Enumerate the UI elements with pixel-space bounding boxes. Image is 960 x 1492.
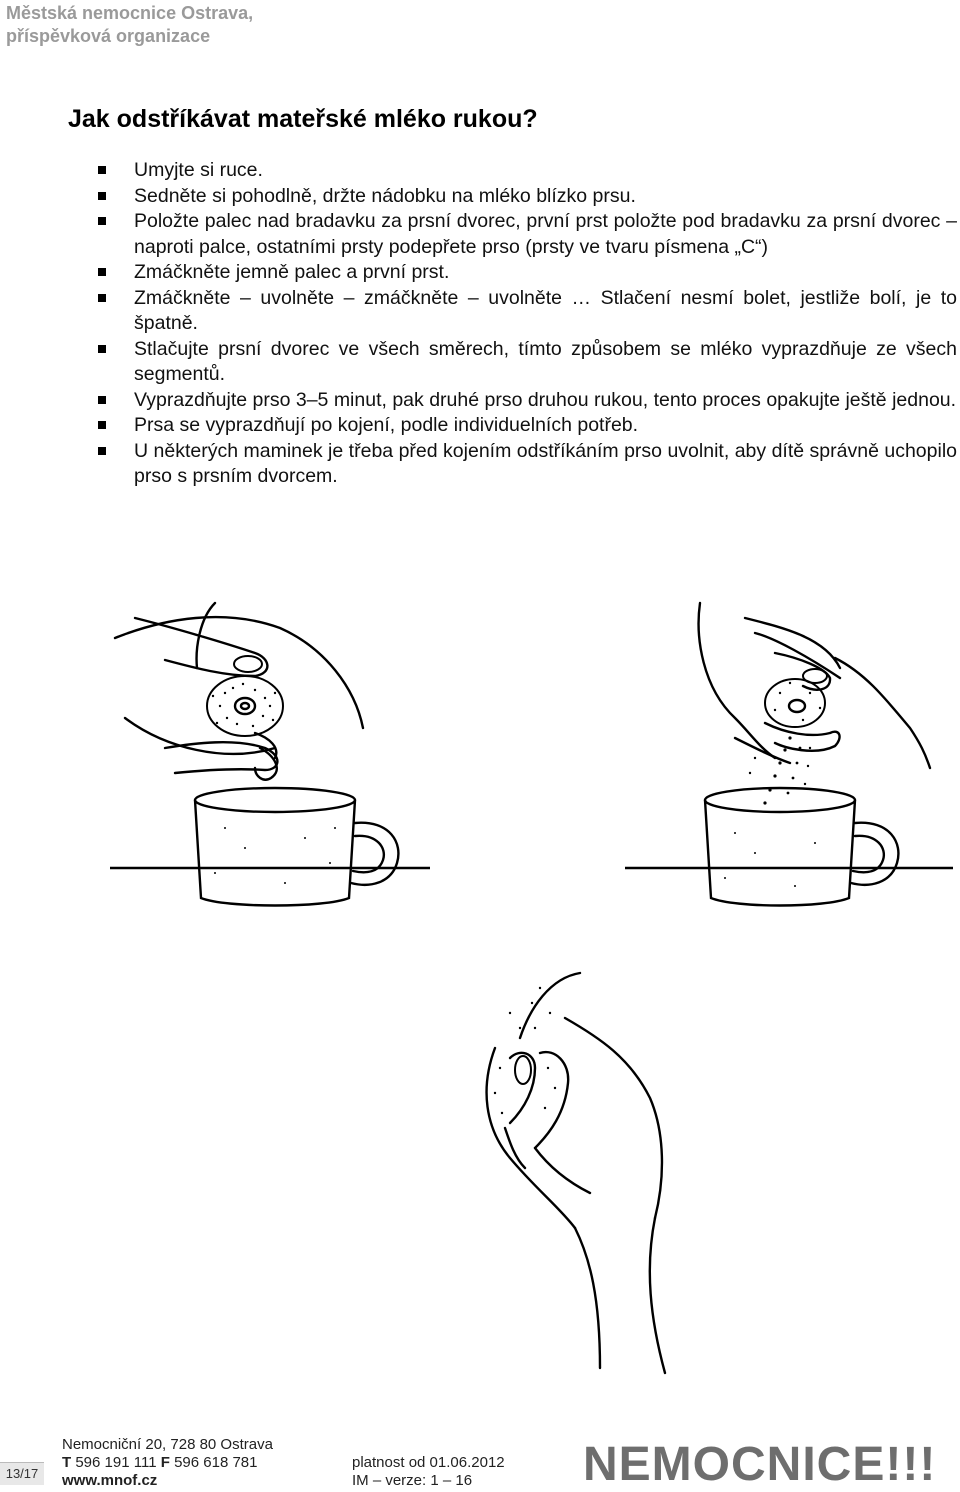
bullet-icon (98, 396, 106, 404)
document-version: IM – verze: 1 – 16 (352, 1472, 473, 1489)
list-item: Umyjte si ruce. (95, 158, 957, 184)
expressing-illustration-left (105, 598, 435, 908)
footer-website[interactable]: www.mnof.cz (62, 1472, 158, 1489)
bullet-icon (98, 294, 106, 302)
list-item: Zmáčkněte jemně palec a první prst. (95, 260, 957, 286)
footer-address: Nemocniční 20, 728 80 Ostrava (62, 1436, 273, 1453)
list-item: U některých maminek je třeba před kojením odstříkáním prso uvolnit, aby dítě správně uchopilo prso s prsním dvorcem. (95, 439, 957, 490)
bullet-icon (98, 192, 106, 200)
c-hold-illustration (440, 968, 680, 1378)
list-item: Prsa se vyprazdňují po kojení, podle individuelních potřeb. (95, 413, 957, 439)
hospital-name: Městská nemocnice Ostrava, (6, 3, 254, 23)
page-number: 13/17 (0, 1462, 44, 1485)
list-item: Sedněte si pohodlně, držte nádobku na mléko blízko prsu. (95, 184, 957, 210)
bullet-icon (98, 345, 106, 353)
list-item: Stlačujte prsní dvorec ve všech směrech, tímto způsobem se mléko vyprazdňuje ze všech segmentů. (95, 337, 957, 388)
hospital-type: příspěvková organizace (6, 26, 211, 46)
page-title: Jak odstříkávat mateřské mléko rukou? (68, 105, 538, 133)
bullet-icon (98, 421, 106, 429)
bullet-icon (98, 217, 106, 225)
expressing-illustration-right (625, 598, 955, 908)
bullet-icon (98, 447, 106, 455)
footer-validity (352, 1454, 505, 1490)
instruction-list (95, 158, 957, 490)
list-item: Vyprazdňujte prso 3–5 minut, pak druhé prso druhou rukou, tento proces opakujte ještě jednou. (95, 388, 957, 414)
list-item: Zmáčkněte – uvolněte – zmáčkněte – uvolněte … Stlačení nesmí bolet, jestliže bolí, je to špatně. (95, 286, 957, 337)
bullet-icon (98, 268, 106, 276)
hospital-logo: NEMOCNICE!!! (583, 1438, 937, 1491)
validity-date: platnost od 01.06.2012 (352, 1454, 505, 1471)
list-item: Položte palec nad bradavku za prsní dvorec, první prst položte pod bradavku za prsní dvorec – naproti palce, ostatními prsty podepřete prso (prsty ve tvaru písmena „C“) (95, 209, 957, 260)
hospital-header (6, 2, 253, 48)
footer-phone-fax: T 596 191 111 F 596 618 781 (62, 1454, 258, 1471)
bullet-icon (98, 166, 106, 174)
footer-contact (62, 1436, 273, 1490)
